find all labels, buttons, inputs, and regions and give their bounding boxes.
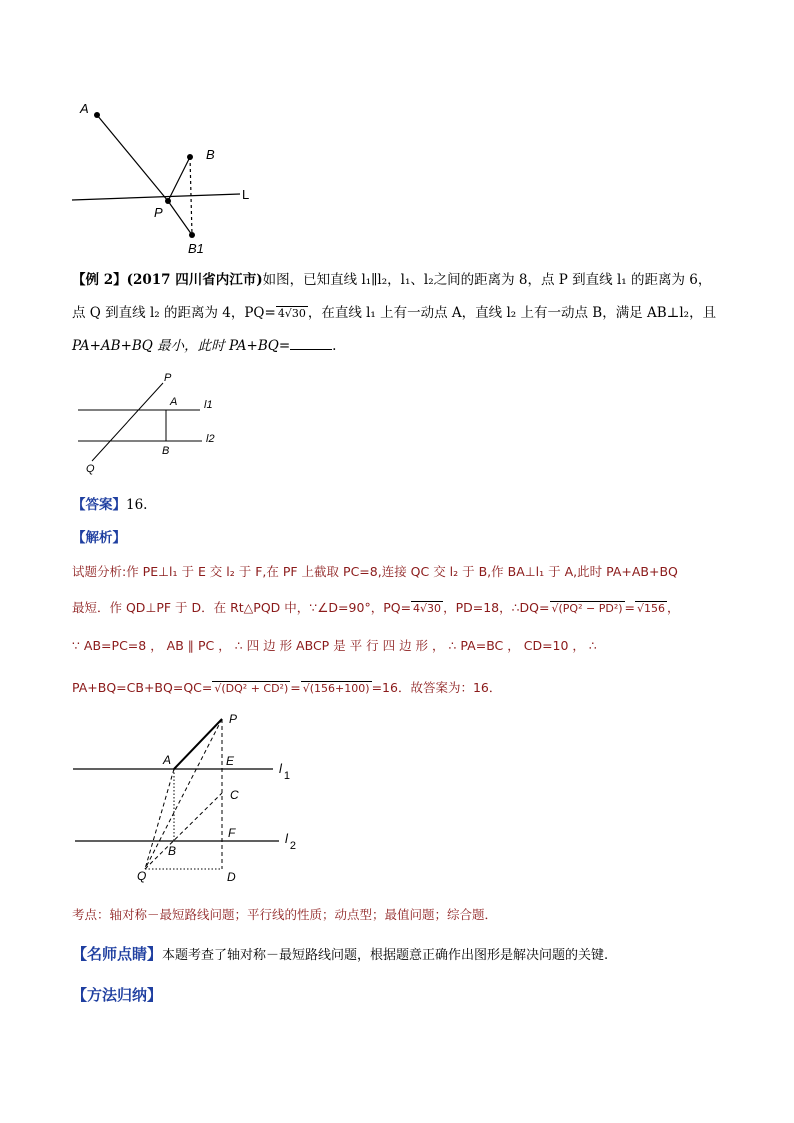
mingshi-label: 【名师点睛】 [72, 945, 163, 963]
kaodian-text: 考点：轴对称－最短路线问题；平行线的性质；动点型；最值问题；综合题． [72, 907, 498, 922]
label-A: A [163, 753, 172, 767]
example-text-2b: ，在直线 l₁ 上有一动点 A，直线 l₂ 上有一动点 B，满足 AB⊥l₂，且 [307, 305, 717, 321]
analysis-text-2b: ，PD=18，∴DQ= [443, 600, 550, 615]
line-L [72, 194, 240, 200]
label-A: A [170, 396, 178, 408]
label-P: P [164, 372, 172, 384]
analysis-text-4b: = [290, 680, 301, 695]
label-l2: l $_2$ [285, 831, 297, 852]
point-A [94, 112, 100, 118]
label-E: E [226, 754, 235, 768]
dashed-PQ [145, 719, 222, 869]
analysis-text-2d: ， [667, 600, 680, 615]
analysis-line-1 [72, 562, 678, 582]
method-line [72, 985, 162, 1006]
method-label: 【方法归纳】 [72, 986, 163, 1004]
root-4sqrt30: 4√30 [413, 602, 442, 615]
mingshi-line [72, 944, 608, 966]
example-text-1: 如图，已知直线 l₁∥l₂，l₁、l₂之间的距离为 8，点 P 到直线 l₁ 的距离为 6， [262, 272, 712, 288]
dashed-QC [145, 793, 222, 869]
answer-value: 16. [126, 497, 148, 513]
point-P [165, 198, 171, 204]
segment-PQ [92, 383, 163, 461]
root-dq-cd: √(DQ² + CD²) [214, 682, 289, 695]
analysis-text-4c: =16．故答案为：16． [371, 680, 502, 695]
label-A: A [80, 101, 89, 116]
label-P: P [154, 205, 163, 220]
answer-blank [290, 337, 332, 350]
example-prefix: 【例 2】 [72, 272, 127, 288]
point-B [187, 154, 193, 160]
label-l1: l1 [204, 399, 213, 411]
analysis-line-4 [72, 678, 501, 698]
example-source: (2017 四川省内江市) [126, 272, 263, 288]
label-D: D [227, 870, 236, 884]
analysis-text-2c: = [624, 600, 636, 615]
analysis-text-3: ∵ AB=PC=8 ， AB ∥ PC ， ∴ 四 边 形 ABCP 是 平 行 四 边 形 ， ∴ PA=BC ， CD=10 ， ∴ [72, 638, 597, 653]
label-P: P [229, 712, 238, 726]
analysis-text-2a: 最短．作 QD⊥PF 于 D．在 Rt△PQD 中，∵∠D=90°，PQ= [72, 600, 412, 615]
mingshi-text: 本题考查了轴对称－最短路线问题，根据题意正确作出图形是解决问题的关键. [162, 948, 609, 963]
analysis-line-3 [72, 636, 597, 656]
label-B1: B1 [188, 241, 204, 256]
label-C: C [230, 788, 239, 802]
root-156: √156 [637, 602, 666, 615]
label-l1: l $_1$ [279, 761, 291, 782]
analysis-heading [72, 528, 126, 548]
segment-PB [168, 157, 190, 201]
analysis-text-1: 试题分析:作 PE⊥l₁ 于 E 交 l₂ 于 F,在 PF 上截取 PC=8,连接 QC 交 l₂ 于 B,作 BA⊥l₁ 于 A,此时 PA+AB+BQ [72, 564, 678, 579]
label-B: B [162, 445, 170, 457]
label-B: B [168, 844, 177, 858]
analysis-line-2 [72, 598, 680, 618]
label-Q: Q [137, 869, 147, 883]
point-B1 [189, 232, 195, 238]
segment-AP [97, 115, 168, 201]
root-pq-pd: √(PQ² − PD²) [551, 602, 623, 615]
example-line-2 [72, 303, 716, 323]
label-Q: Q [86, 463, 95, 475]
analysis-text-4a: PA+BQ=CB+BQ=QC= [72, 680, 213, 695]
figure-1 [60, 90, 280, 260]
example-text-3-end: . [332, 338, 337, 354]
example-line-3 [72, 336, 336, 356]
answer-line [72, 495, 147, 515]
label-B: B [206, 147, 215, 162]
answer-label: 【答案】 [72, 497, 126, 513]
analysis-label: 【解析】 [72, 530, 126, 546]
kaodian-line [72, 905, 497, 925]
label-l2: l2 [206, 433, 215, 445]
figure-2 [70, 365, 240, 485]
figure-3 [65, 705, 325, 890]
root-256: √(156+100) [302, 682, 370, 695]
pq-root: 4√30 [277, 307, 306, 320]
example-line-1 [72, 270, 711, 290]
segment-PB1 [168, 201, 192, 235]
label-L: L [242, 187, 250, 202]
example-text-2a: 点 Q 到直线 l₂ 的距离为 4，PQ= [72, 305, 276, 321]
segment-AP [174, 719, 222, 769]
example-text-3: PA+AB+BQ 最小，此时 PA+BQ= [72, 338, 291, 354]
label-F: F [228, 826, 236, 840]
